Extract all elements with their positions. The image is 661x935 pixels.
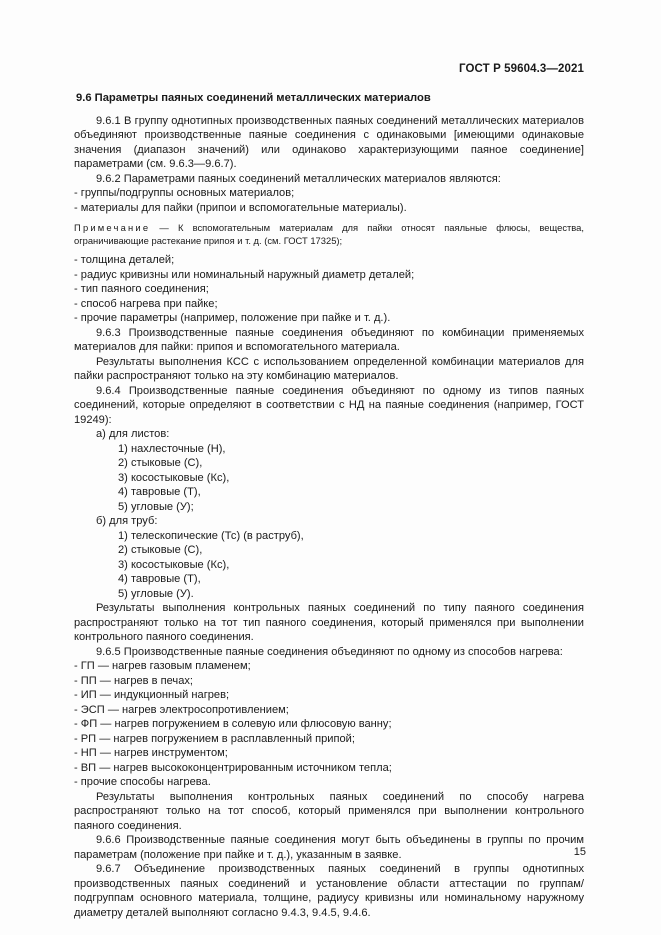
paragraph: Результаты выполнения контрольных паяных соединений по способу нагрева распространяют только на тот способ, который применялся при выполнении контрольного паяного соединения. (74, 790, 584, 832)
list-item: 5) угловые (У); (118, 500, 194, 513)
text-block-2 (74, 253, 584, 920)
list-item: 4) тавровые (Т), (118, 486, 201, 498)
paragraph: Результаты выполнения контрольных паяных соединений по типу паяного соединения распространяют только на тот тип паяного соединения, который применялся при выполнении контрольного паяного соединения. (74, 602, 584, 643)
text-block-1 (74, 114, 584, 216)
list-item: - ЭСП — нагрев электросопротивлением; (74, 703, 289, 716)
paragraph: 9.6.7 Объединение производственных паяных соединений в группы однотипных производственных паяных соединений и установление области аттестации по группам/подгруппам основного материала, толщине, радиусу кривизны или номинальному наружному диаметру деталей выполняют согласно 9.4.3, 9.4.5, 9.4.6. (74, 863, 584, 919)
list-item: - радиус кривизны или номинальный наружный диаметр деталей; (74, 268, 415, 281)
list-item: б) для труб: (96, 515, 158, 527)
paragraph: 9.6.4 Производственные паяные соединения объединяют по одному из типов паяных соединений, которые определяют в соответствии с НД на паяные соединения (например, ГОСТ 19249): (74, 384, 584, 426)
paragraph: 9.6.2 Параметрами паяных соединений металлических материалов являются: (96, 172, 501, 185)
list-item: 1) телескопические (Тс) (в раструб), (118, 529, 304, 542)
list-item: 3) косостыковые (Кс), (118, 558, 230, 571)
paragraph: Результаты выполнения КСС с использованием определенной комбинации материалов для пайки распространяют только на эту комбинацию материалов. (74, 355, 584, 382)
list-item: 2) стыковые (С), (118, 544, 203, 556)
document-number-header: ГОСТ Р 59604.3—2021 (459, 63, 584, 75)
list-item: 5) угловые (У). (118, 587, 194, 600)
note (74, 221, 584, 247)
list-item: - прочие способы нагрева. (74, 776, 211, 788)
list-item: - ИП — индукционный нагрев; (74, 689, 230, 701)
list-item: 1) нахлесточные (Н), (118, 442, 226, 455)
list-item: - толщина деталей; (74, 254, 175, 266)
list-item: - РП — нагрев погружением в расплавленный припой; (74, 732, 355, 745)
list-item: 2) стыковые (С), (118, 457, 203, 469)
section-title: 9.6 Параметры паяных соединений металлических материалов (76, 92, 431, 104)
list-item: 3) косостыковые (Кс), (118, 471, 230, 484)
list-item: - прочие параметры (например, положение при пайке и т. д.). (74, 312, 391, 324)
list-item: 4) тавровые (Т), (118, 573, 201, 585)
list-item: - ФП — нагрев погружением в солевую или флюсовую ванну; (74, 718, 392, 730)
page-number: 15 (573, 846, 586, 858)
paragraph: 9.6.3 Производственные паяные соединения объединяют по комбинации применяемых материалов для пайки: припоя и вспомогательного материала. (74, 326, 584, 353)
list-item: а) для листов: (96, 428, 170, 440)
list-item: - ВП — нагрев высококонцентрированным источником тепла; (74, 761, 392, 774)
paragraph: 9.6.1 В группу однотипных производственных паяных соединений металлических материалов объединяют производственные паяные соединения с одинаковыми [имеющими одинаковые значения (диапазон значений) или одинаково характеризующими паяное соединение] параметрами (см. 9.6.3—9.6.7). (74, 114, 584, 170)
paragraph: 9.6.6 Производственные паяные соединения могут быть объединены в группы по прочим параметрам (положение при пайке и т. д.), указанным в заявке. (74, 834, 584, 861)
list-item: - способ нагрева при пайке; (74, 297, 218, 310)
document-body (74, 91, 584, 920)
note-text: — К вспомогательным материалам для пайки относят паяльные флюсы, вещества, ограничивающие растекание припоя и т. д. (см. ГОСТ 17325); (74, 222, 584, 246)
list-item: - НП — нагрев инструментом; (74, 747, 228, 759)
list-item: - группы/подгруппы основных материалов; (74, 187, 295, 199)
paragraph: 9.6.5 Производственные паяные соединения объединяют по одному из способов нагрева: (96, 645, 563, 658)
list-item: - ПП — нагрев в печах; (74, 674, 194, 687)
list-item: - материалы для пайки (припои и вспомогательные материалы). (74, 201, 407, 214)
note-label: Примечание (74, 222, 151, 233)
list-item: - ГП — нагрев газовым пламенем; (74, 660, 251, 672)
list-item: - тип паяного соединения; (74, 283, 209, 295)
